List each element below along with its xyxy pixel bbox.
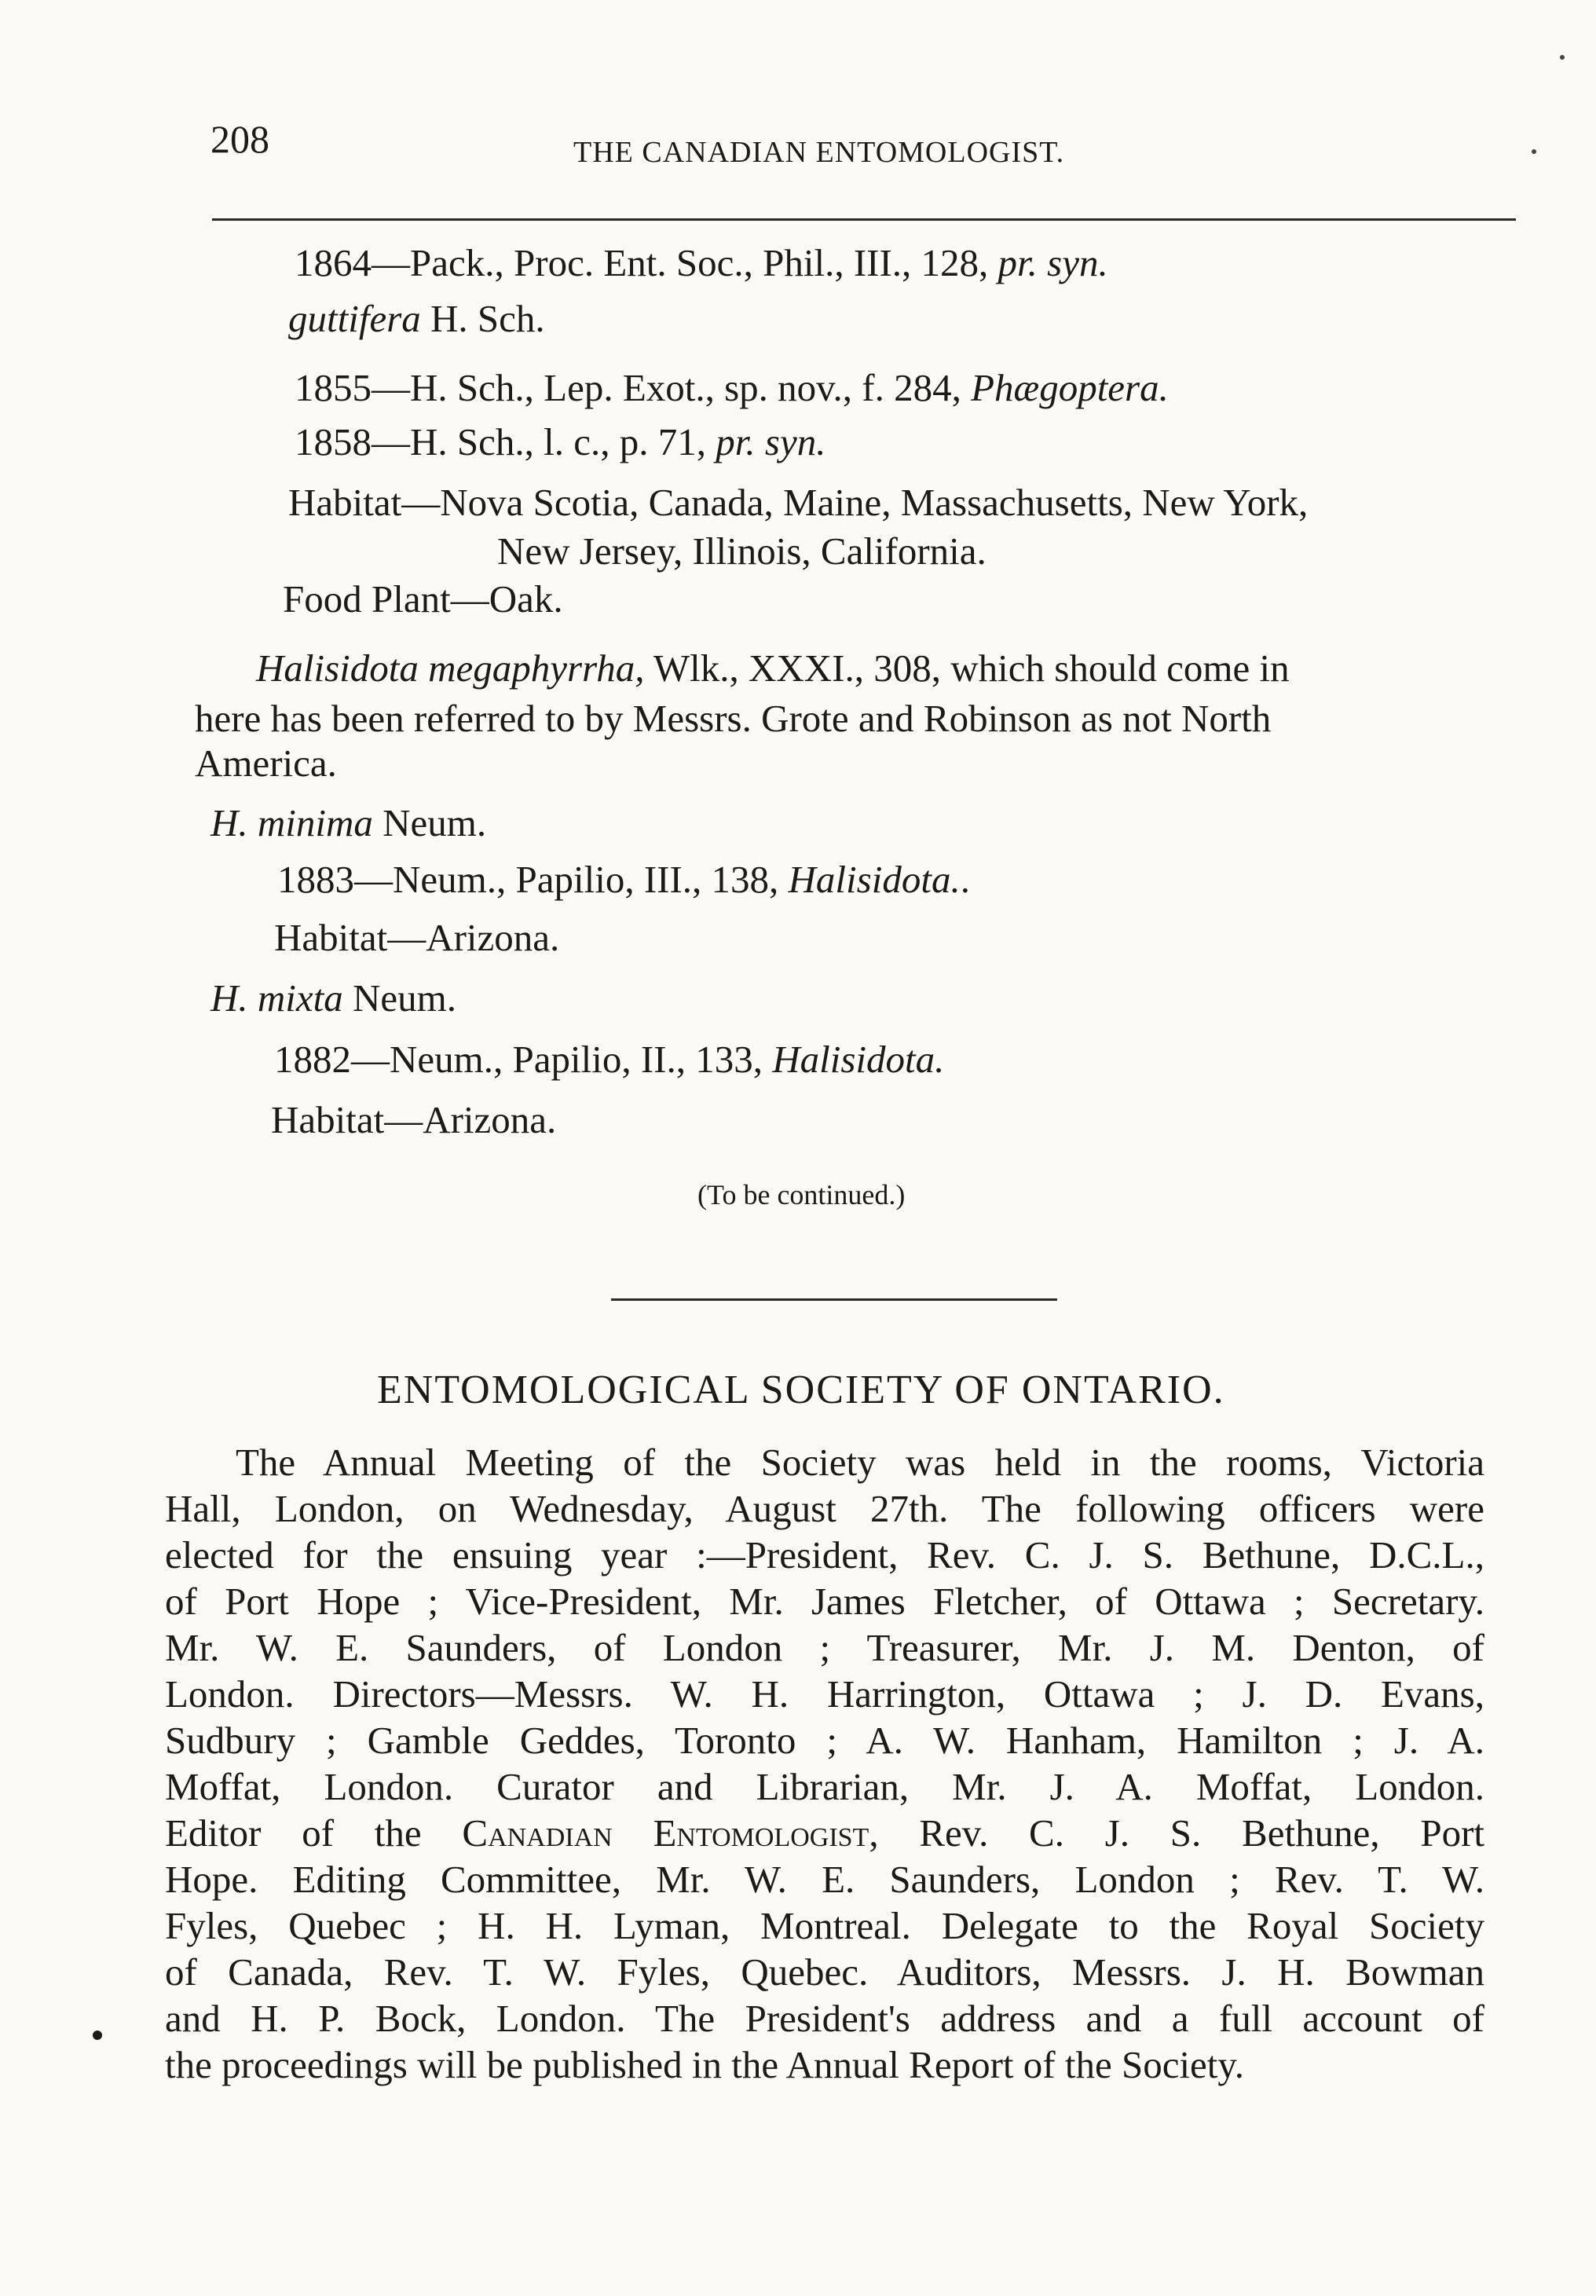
genus-italic: Phægoptera. (971, 366, 1169, 409)
entry-line-12 (277, 858, 970, 902)
paragraph-line (165, 1810, 1484, 1856)
society-paragraph (165, 1439, 1484, 2088)
species-heading-mixta (210, 976, 456, 1020)
citation-italic: pr. syn. (716, 420, 826, 463)
species-name: H. mixta (210, 976, 343, 1020)
author-name: Neum. (342, 976, 456, 1020)
paragraph-line: elected for the ensuing year :—President, Rev. C. J. S. Bethune, D.C.L., (165, 1533, 1484, 1576)
remark-line-1 (256, 646, 1290, 690)
entry-line-15 (274, 1038, 944, 1082)
journal-name: Canadian Entomologist (462, 1811, 869, 1855)
food-plant-line: Food Plant—Oak. (283, 577, 563, 621)
remark-text: Wlk., XXXI., 308, which should come in (644, 646, 1290, 690)
remark-line-3: America. (195, 742, 337, 785)
editor-text: Editor of the (165, 1811, 463, 1855)
author-name: H. Sch. (420, 297, 545, 340)
paragraph-line: London. Directors—Messrs. W. H. Harrington, Ottawa ; J. D. Evans, (165, 1672, 1484, 1716)
citation-text: 1855—H. Sch., Lep. Exot., sp. nov., f. 284, (295, 366, 972, 409)
running-title: THE CANADIAN ENTOMOLOGIST. (573, 136, 1065, 169)
editor-text: , Rev. C. J. S. Bethune, Port (869, 1811, 1485, 1855)
section-divider (611, 1298, 1057, 1301)
page-header (210, 116, 1514, 179)
entry-line-3 (295, 366, 1169, 410)
paragraph-line: Fyles, Quebec ; H. H. Lyman, Montreal. Delegate to the Royal Society (165, 1904, 1484, 1947)
habitat-line: Habitat—Nova Scotia, Canada, Maine, Massachusetts, New York, (288, 481, 1309, 524)
paragraph-line: Mr. W. E. Saunders, of London ; Treasurer, Mr. J. M. Denton, of (165, 1626, 1484, 1669)
paragraph-line: and H. P. Bock, London. The President's address and a full account of (165, 1997, 1484, 2040)
citation-text: 1858—H. Sch., l. c., p. 71, (295, 420, 716, 463)
paragraph-line: of Port Hope ; Vice-President, Mr. James Fletcher, of Ottawa ; Secretary. (165, 1580, 1484, 1623)
section-title: ENTOMOLOGICAL SOCIETY OF ONTARIO. (377, 1368, 1225, 1412)
page-number: 208 (210, 117, 269, 161)
author-name: Neum. (372, 801, 487, 844)
species-name: Halisidota megaphyrrha, (256, 646, 645, 690)
paragraph-line: the proceedings will be published in the Annual Report of the Society. (165, 2043, 1244, 2086)
entry-line-2 (288, 297, 545, 341)
habitat-continuation: New Jersey, Illinois, California. (497, 529, 987, 573)
margin-speck (1560, 55, 1565, 60)
margin-speck (1532, 149, 1536, 154)
paragraph-line: Hope. Editing Committee, Mr. W. E. Saunders, London ; Rev. T. W. (165, 1858, 1484, 1901)
paragraph-line: The Annual Meeting of the Society was held in the rooms, Victoria (236, 1441, 1484, 1484)
remark-line-2: here has been referred to by Messrs. Grote and Robinson as not North (195, 697, 1272, 740)
genus-italic: Halisidota. (772, 1038, 945, 1081)
header-rule (212, 218, 1516, 221)
paragraph-line: Hall, London, on Wednesday, August 27th. The following officers were (165, 1487, 1484, 1530)
paragraph-line: Moffat, London. Curator and Librarian, Mr. J. A. Moffat, London. (165, 1765, 1484, 1808)
habitat-line: Habitat—Arizona. (271, 1098, 557, 1141)
paragraph-line: Sudbury ; Gamble Geddes, Toronto ; A. W. Hanham, Hamilton ; J. A. (165, 1719, 1484, 1762)
genus-italic: Halisidota. (788, 858, 961, 901)
trailing-dot: . (960, 858, 970, 901)
entry-line-1 (295, 241, 1108, 285)
species-name: H. minima (210, 801, 373, 844)
species-name: guttifera (288, 297, 421, 340)
species-heading-minima (210, 801, 486, 845)
citation-text: 1864—Pack., Proc. Ent. Soc., Phil., III., 128, (295, 241, 998, 284)
continued-note: (To be continued.) (697, 1179, 906, 1210)
entry-line-4 (295, 420, 825, 464)
habitat-line: Habitat—Arizona. (274, 916, 560, 959)
paragraph-line: of Canada, Rev. T. W. Fyles, Quebec. Auditors, Messrs. J. H. Bowman (165, 1950, 1484, 1994)
margin-bullet-mark (93, 2031, 102, 2040)
citation-italic: pr. syn. (998, 241, 1108, 284)
citation-text: 1882—Neum., Papilio, II., 133, (274, 1038, 773, 1081)
citation-text: 1883—Neum., Papilio, III., 138, (277, 858, 789, 901)
